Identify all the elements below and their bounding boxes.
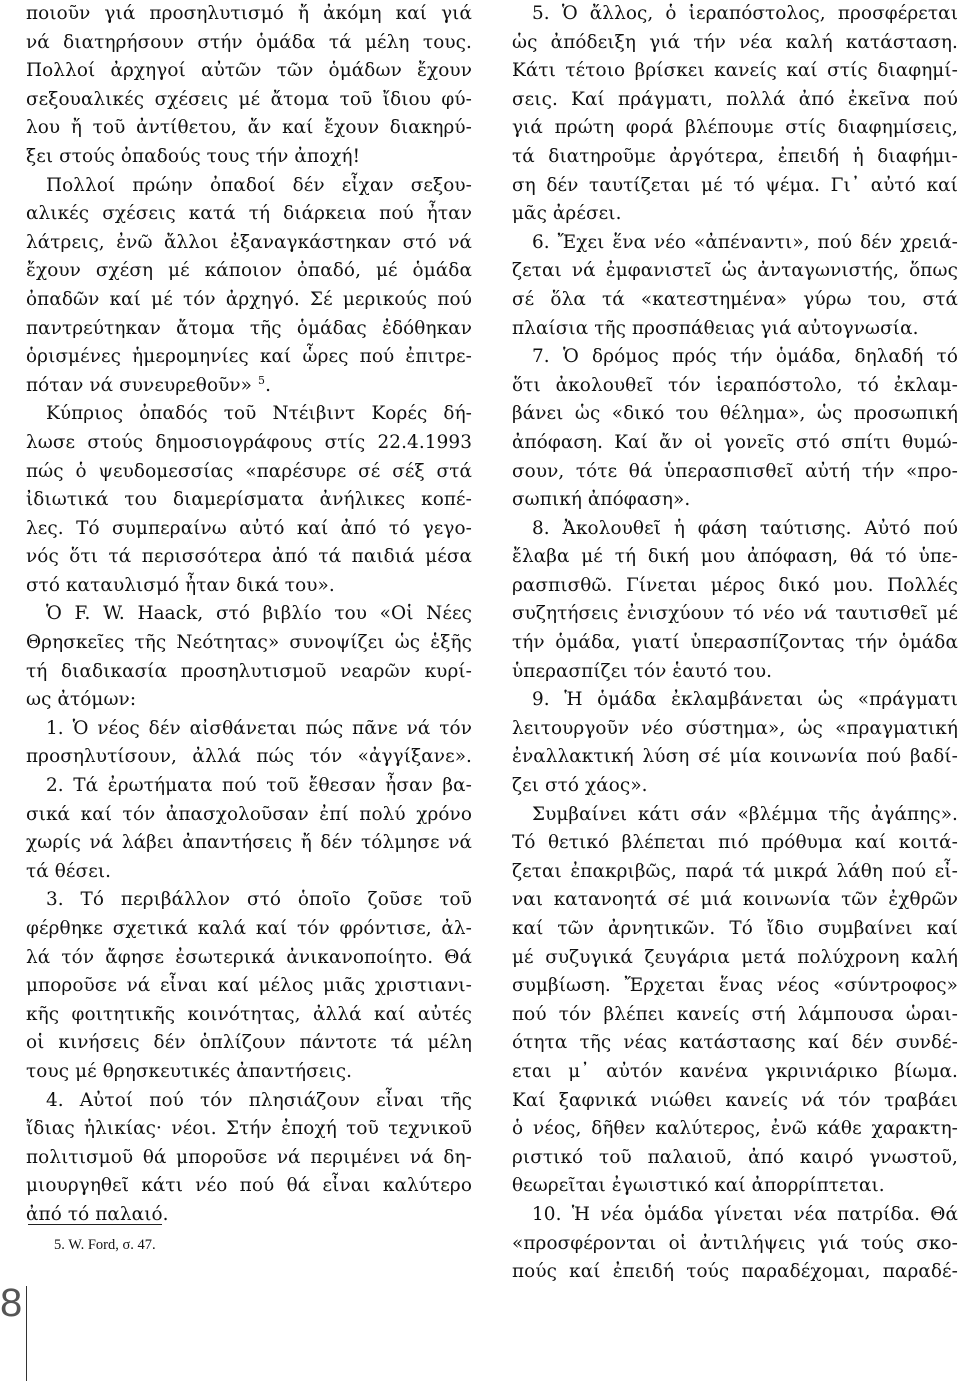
text-line: συμβίωση. Ἔρχεται ἕνας νέος «σύντροφος» [512,975,958,997]
text-line: σουν, τότε θά ὑπερασπισθεῖ αὐτή τήν «προ- [512,460,958,482]
text-line: τήν ὁμάδα, γιατί ὑπερασπίζοντας τήν ὁμάδα [512,632,958,654]
text-line: 7. Ὁ δρόμος πρός τήν ὁμάδα, δηλαδή τό [532,346,958,368]
text-line: αλικές σχέσεις κατά τή διάρκεια πού ἦταν [26,203,472,225]
text-line: Ὁ F. W. Haack, στό βιβλίο του «Οἱ Νέες [46,603,472,625]
text-line: εται μ᾽ αὐτόν κανένα γκρινιάρικο βίωμα. [512,1060,958,1082]
text-line: ξει στούς ὀπαδούς τους τήν ἀποχή! [26,145,361,167]
text-line: βάνει ὡς «δικό του θέλημα», ὡς προσωπική [512,403,958,425]
text-line: 3. Τό περιβάλλον στό ὁποῖο ζοῦσε τοῦ [46,889,472,911]
footnote-divider [28,1224,162,1225]
text-line: νά διατηρήσουν στήν ὁμάδα τά μέλη τους. [26,31,472,53]
text-line: ἴδιας ἡλικίας· νέοι. Στήν ἐποχή τοῦ τεχνικοῦ [26,1118,472,1140]
text-line: 5. Ὁ ἄλλος, ὁ ἱεραπόστολος, προσφέρεται [532,3,958,24]
text-line: ἔχουν σχέση μέ κάποιον ὀπαδό, μέ ὁμάδα [26,260,472,282]
text-line: τή διαδικασία προσηλυτισμοῦ νεαρῶν κυρί- [26,660,472,682]
text-line: «προσφέρονται οἱ ἀντιλήψεις γιά τούς σκο- [512,1232,958,1254]
text-line: σωπική ἀπόφαση». [512,489,691,511]
text-line: πολιτισμοῦ θά μποροῦσε νά περιμένει νά δη- [26,1146,472,1168]
text-line: ὡς ἀπόδειξη γιά τήν νέα καλή κατάσταση. [512,31,958,53]
text-line: θεωρεῖται ἐγωιστικό καί ἀπορρίπτεται. [512,1175,885,1197]
text-line: Κάτι τέτοιο βρίσκει κανείς καί στίς διαφημί- [512,60,958,82]
text-line: ὁρισμένες ἡμερομηνίες καί ὧρες πού ἐπιτρε- [26,346,472,368]
text-line: σικά καί τόν ἀπασχολοῦσαν ἐπί πολύ χρόνο [26,803,472,825]
text-line: συζητήσεις ἐνισχύουν τό νέο νά ταυτισθεῖ μέ [512,603,958,625]
text-line: 1. Ὁ νέος δέν αἰσθάνεται πώς πᾶνε νά τόν [46,717,472,739]
text-line: λωσε στούς δημοσιογράφους στίς 22.4.1993 [26,431,472,453]
text-line: ση δέν ταυτίζεται μέ τό ψέμα. Γι᾽ αὐτό καί [512,174,958,196]
footnote: 5. W. Ford, σ. 47. [54,1237,156,1253]
text-line: σέ ὅλα τά «κατεστημένα» γύρω του, στά [512,288,958,310]
footnote-marker: 5 [258,373,266,387]
text-line: ρασπισθῶ. Γίνεται μέρος δικό μου. Πολλές [512,574,958,596]
text-line: στό καταυλισμό ἦταν δικά του». [26,574,335,596]
text-line: μποροῦσε νά εἶναι καί μέλος μιᾶς χριστιανι- [26,975,472,997]
text-line: καί τῶν ἀρνητικῶν. Τό ἴδιο συμβαίνει καί [512,918,958,939]
text-line: ποιοῦν γιά προσηλυτισμό ἤ ἀκόμη καί γιά [26,3,472,24]
text-line: μέ συζυγικά ζευγάρια μετά πολύχρονη καλή [512,946,958,968]
text-line: μιουργηθεῖ κάτι νέο πού θά εἶναι καλύτερο [26,1175,472,1197]
text-line: 4. Αὐτοί πού τόν πλησιάζουν εἶναι τῆς [46,1089,472,1111]
left-text-column [26,0,472,1230]
text-line: λάτρεις, ἐνῶ ἄλλοι ἐξαναγκάστηκαν στό νά [26,231,472,253]
text-line: σεξουαλικές σχέσεις μέ ἄτομα τοῦ ἴδιου φύ- [26,88,472,110]
text-line: ἰδιωτικά του διαμερίσματα ἀνήλικες κοπέ- [26,489,472,511]
text-line: ὁ νέος, δῆθεν καλύτερος, ἐνῶ κάθε χαρακτη- [512,1118,958,1140]
text-line: ναι κατανοητά σέ μιά κοινωνία τῶν ἐχθρῶν [512,889,958,911]
text-line: 10. Ἡ νέα ὁμάδα γίνεται νέα πατρίδα. Θά [532,1203,958,1225]
text-line: μᾶς ἀρέσει. [512,203,622,225]
text-line: Συμβαίνει κάτι σάν «βλέμμα τῆς ἀγάπης». [532,803,958,825]
text-line: ριστικό τοῦ παλαιοῦ, ἀπό καιρό γνωστοῦ, [512,1146,958,1168]
text-line: οἱ κινήσεις δέν ὁπλίζουν πάντοτε τά μέλη [26,1032,472,1054]
text-line: ζει στό χάος». [512,775,648,797]
text-line: πού τόν βλέπει κανείς στή λάμπουσα ὡραι- [512,1003,958,1025]
text-line: Πολλοί ἀρχηγοί αὐτῶν τῶν ὁμάδων ἔχουν [26,60,472,82]
text-line: πόταν νά συνευρεθοῦν» $^5$. [26,373,272,396]
text-line: Θρησκεῖες τῆς Νεότητας» συνοψίζει ὡς ἑξῆς [26,632,472,654]
text-line: ως ἀτόμων: [26,689,137,711]
text-line: ἀπό τό παλαιό. [26,1203,169,1225]
text-line: πούς καί ἐπειδή τούς παραδέχομαι, παραδέ- [512,1261,958,1283]
text-line: σεις. Καί πράγματι, πολλά ἀπό ἐκεῖνα πού [512,88,958,110]
margin-rule [26,1286,27,1381]
text-line: κῆς φοιτητικῆς κοινότητας, ἀλλά καί αὐτές [26,1003,472,1025]
text-line: λες. Τό συμπεραίνω αὐτό καί ἀπό τό γεγο- [26,517,472,539]
text-line: παντρεύτηκαν ἄτομα τῆς ὁμάδας ἐδόθηκαν [26,317,472,339]
text-line: ὀπαδῶν καί μέ τόν ἀρχηγό. Σέ μερικούς πού [26,288,472,310]
text-line: 2. Τά ἐρωτήματα πού τοῦ ἔθεσαν ἦσαν βα- [46,775,472,797]
text-line: ὅτι ἀκολουθεῖ τόν ἱεραπόστολο, τό ἐκλαμ- [512,374,958,396]
text-line: ἐναλλακτική λύση σέ μία κοινωνία πού βαδί- [512,746,958,768]
text-line: Κύπριος ὀπαδός τοῦ Ντέιβιντ Κορές δή- [46,403,472,425]
text-line: 8. Ἀκολουθεῖ ἡ φάση ταύτισης. Αὐτό πού [532,517,958,539]
text-line: ἀπόφαση. Καί ἄν οἱ γονεῖς στό σπίτι θυμώ- [512,431,958,453]
text-line: Καί ξαφνικά νιώθει κανείς νά τόν τραβάει [512,1089,958,1111]
text-line: πώς ὁ ψευδομεσσίας «παρέσυρε σέ σέξ στά [26,460,472,482]
text-line: πλαίσια τῆς προσπάθειας γιά αὐτογνωσία. [512,317,919,339]
text-line: Τό θετικό βλέπεται πιό πρόθυμα καί κοιτά- [512,832,958,854]
text-line: φέρθηκε σχετικά καλά καί τόν φρόντισε, ἀλ- [26,918,472,939]
text-line: λειτουργοῦν νέο σύστημα», ὡς «πραγματική [512,717,958,739]
text-line: γιά πρώτη φορά βλέπουμε στίς διαφημίσεις, [512,117,958,139]
text-line: λου ἤ τοῦ ἀντίθετου, ἄν καί ἔχουν διακηρύ- [26,117,472,139]
text-line: 6. Ἔχει ἕνα νέο «ἀπέναντι», πού δέν χρειά- [532,231,958,253]
text-line: χωρίς νά λάβει ἀπαντήσεις ἤ δέν τόλμησε νά [26,832,472,854]
text-line: ζεται ἐπακριβῶς, παρά τά μικρά λάθη πού εἶ- [512,860,958,882]
text-line-content: πόταν νά συνευρεθοῦν» [26,374,253,396]
text-line: τους μέ θρησκευτικές ἀπαντήσεις. [26,1060,353,1082]
text-line: προσηλυτίσουν, ἀλλά πώς τόν «ἀγγίξανε». [26,746,472,768]
page-number: 8 [0,1281,23,1325]
text-line: τά διατηροῦμε ἀργότερα, ἐπειδή ἡ διαφήμι- [512,145,958,167]
text-line: λά τόν ἄφησε ἐσωτερικά ἀνικανοποίητο. Θά [26,946,472,968]
text-line: Πολλοί πρώην ὀπαδοί δέν εἶχαν σεξου- [46,174,472,196]
text-line: ὑπερασπίζει τόν ἑαυτό του. [512,660,773,682]
text-line: 9. Ἡ ὁμάδα ἐκλαμβάνεται ὡς «πράγματι [532,689,958,711]
text-line: τά θέσει. [26,860,112,882]
text-line: ἔλαβα μέ τή δική μου ἀπόφαση, θά τό ὑπε- [512,546,958,568]
text-line: νός ὅτι τά περισσότερα ἀπό τά παιδιά μέσα [26,546,472,568]
right-text-column [512,0,958,1287]
text-line: ότητα τῆς νέας κατάστασης καί δέν συνδέ- [512,1032,958,1054]
text-line: ζεται νά ἐμφανιστεῖ ὡς ἀνταγωνιστής, ὅπως [512,260,958,282]
